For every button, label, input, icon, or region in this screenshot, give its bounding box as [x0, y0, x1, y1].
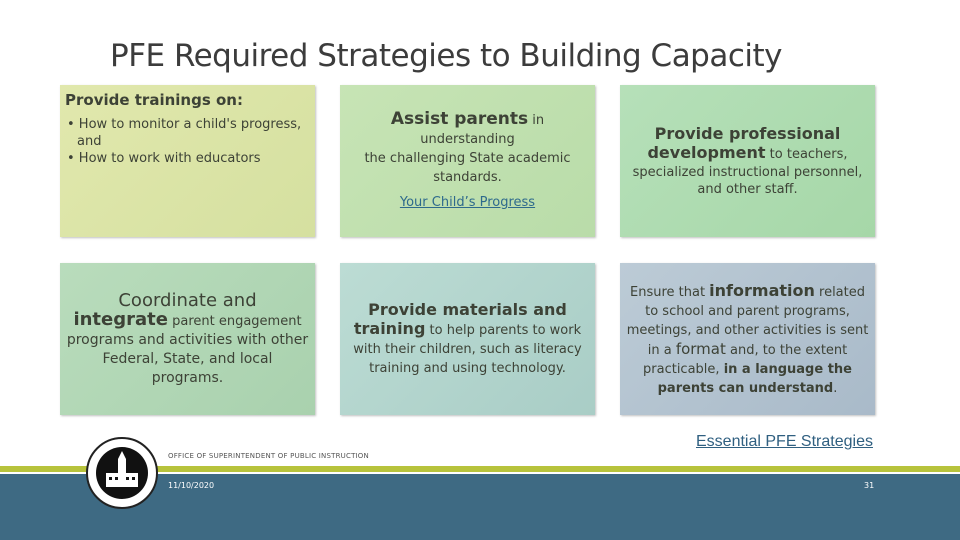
emphasis: Assist parents: [390, 109, 529, 129]
your-childs-progress-link[interactable]: Your Child’s Progress: [399, 195, 536, 210]
list-item: • How to monitor a child's progress, and: [67, 117, 302, 149]
trainings-list: [65, 116, 310, 167]
text: Ensure that: [629, 284, 710, 300]
text: the challenging State academic standards.: [364, 151, 571, 185]
emphasis: Provide materials and: [368, 300, 567, 319]
text: specialized instructional personnel, and other staff.: [632, 165, 863, 197]
date: 11/10/2020: [168, 481, 215, 490]
text: with their children, such as literacy training and using technology.: [353, 342, 582, 376]
text: parent engagement: [167, 313, 302, 329]
text: to teachers,: [765, 147, 848, 162]
emphasis: development: [647, 143, 766, 162]
emphasis: training: [353, 319, 426, 338]
materials-box: [340, 263, 595, 415]
emphasis: information: [709, 280, 815, 300]
text: .: [833, 380, 838, 396]
text: to help parents to work: [425, 323, 582, 338]
emphasis: Coordinate and: [118, 289, 257, 311]
trainings-box: [60, 85, 315, 237]
text: and, to the extent practicable,: [643, 342, 848, 377]
emphasis: Provide professional: [654, 124, 841, 143]
assist-parents-box: [340, 85, 595, 237]
emphasis: in a language the parents can understand: [657, 361, 852, 396]
emphasis: format: [675, 339, 726, 358]
list-item: • How to work with educators: [67, 151, 261, 166]
coordinate-box: [60, 263, 315, 415]
text: in understanding: [420, 113, 545, 147]
emphasis: integrate: [73, 308, 168, 330]
text: programs and activities with other Federal, State, and local programs.: [66, 331, 309, 386]
slide-title: PFE Required Strategies to Building Capacity: [110, 38, 783, 74]
trainings-heading: Provide trainings on:: [65, 91, 243, 109]
information-box: [620, 263, 875, 415]
office-name: OFFICE OF SUPERINTENDENT OF PUBLIC INSTRUCTION: [168, 452, 369, 460]
page-number: 31: [864, 481, 875, 490]
ospi-seal-logo: [86, 437, 158, 509]
essential-pfe-strategies-link[interactable]: Essential PFE Strategies: [696, 433, 873, 450]
professional-development-box: [620, 85, 875, 237]
text: related to school and parent programs, meetings, and other activities is sent in a: [626, 284, 869, 358]
